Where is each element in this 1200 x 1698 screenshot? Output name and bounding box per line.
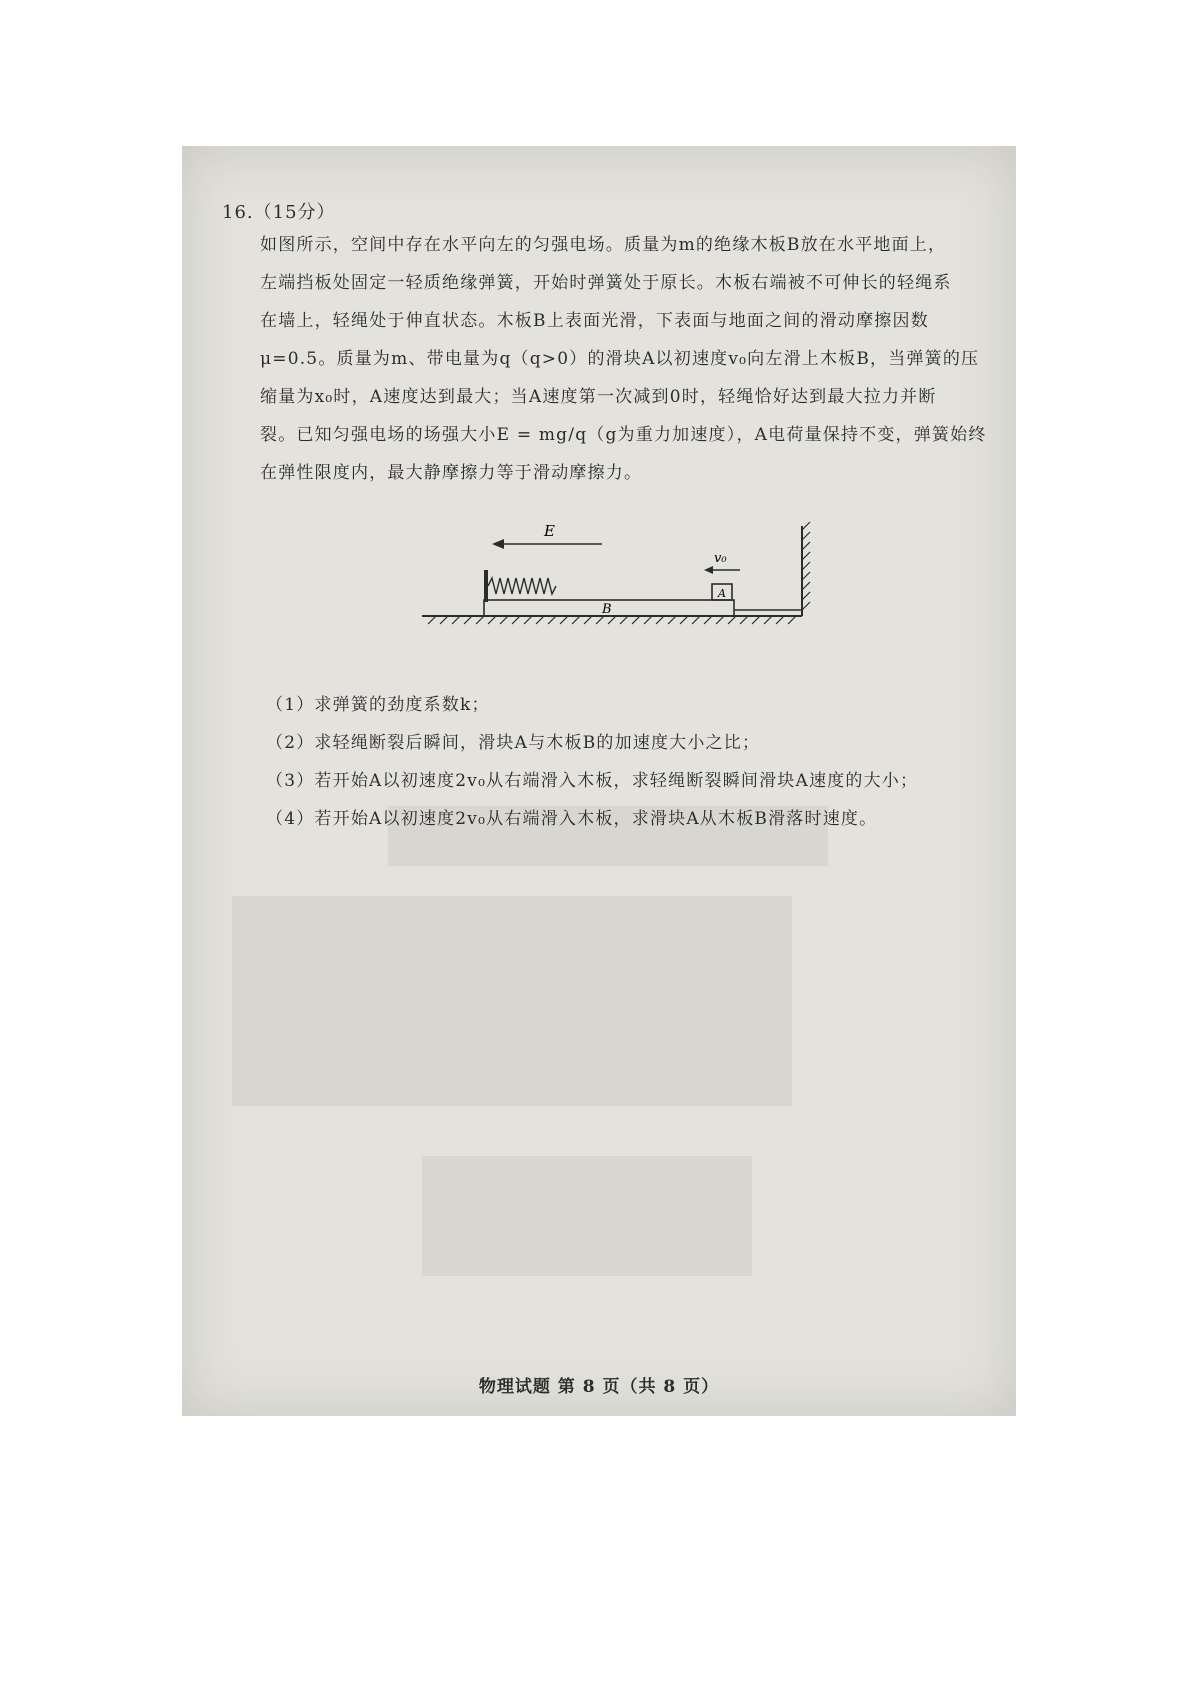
stem-line-6: 裂。已知匀强电场的场强大小E = mg/q（g为重力加速度），A电荷量保持不变，弹簧始终: [260, 425, 987, 445]
stem-line-2: 左端挡板处固定一轻质绝缘弹簧，开始时弹簧处于原长。木板右端被不可伸长的轻绳系: [260, 273, 952, 293]
velocity-arrowhead: [704, 566, 713, 574]
field-arrowhead: [492, 539, 504, 549]
board-b-label: B: [602, 602, 612, 617]
stem-line-1: 如图所示，空间中存在水平向左的匀强电场。质量为m的绝缘木板B放在水平地面上，: [260, 235, 947, 255]
exam-page: [182, 146, 1016, 1416]
question-number-text: 16.: [222, 202, 254, 223]
spring: [488, 578, 556, 594]
velocity-label: v₀: [714, 551, 727, 566]
bleed-through-text: [232, 896, 792, 1106]
stem-line-5: 缩量为x₀时，A速度达到最大；当A速度第一次减到0时，轻绳恰好达到最大拉力并断: [260, 387, 937, 407]
stem-line-3: 在墙上，轻绳处于伸直状态。木板B上表面光滑，下表面与地面之间的滑动摩擦因数: [260, 311, 929, 331]
board-baffle: [484, 570, 488, 602]
ground-hatching: [428, 616, 796, 624]
question-score: （15分）: [253, 202, 336, 223]
page-footer: 物理试题 第 8 页（共 8 页）: [478, 1377, 720, 1397]
subquestion-2: （2）求轻绳断裂后瞬间，滑块A与木板B的加速度大小之比；: [266, 733, 761, 753]
wall-hatching: [802, 522, 810, 610]
question-stem: [260, 226, 998, 492]
bleed-through-figure: [422, 1156, 752, 1276]
subquestion-1: （1）求弹簧的劲度系数k；: [266, 695, 490, 715]
block-a-label: A: [718, 587, 726, 600]
question-number: [222, 198, 336, 224]
field-label: E: [544, 522, 555, 540]
stem-line-4: μ=0.5。质量为m、带电量为q（q>0）的滑块A以初速度v₀向左滑上木板B，当弹簧的压: [260, 349, 980, 369]
stem-line-7: 在弹性限度内，最大静摩擦力等于滑动摩擦力。: [260, 463, 643, 483]
subquestion-3: （3）若开始A以初速度2v₀从右端滑入木板，求轻绳断裂瞬间滑块A速度的大小；: [266, 771, 919, 791]
subquestion-4: （4）若开始A以初速度2v₀从右端滑入木板，求滑块A从木板B滑落时速度。: [266, 809, 878, 829]
physics-diagram: [422, 516, 822, 646]
